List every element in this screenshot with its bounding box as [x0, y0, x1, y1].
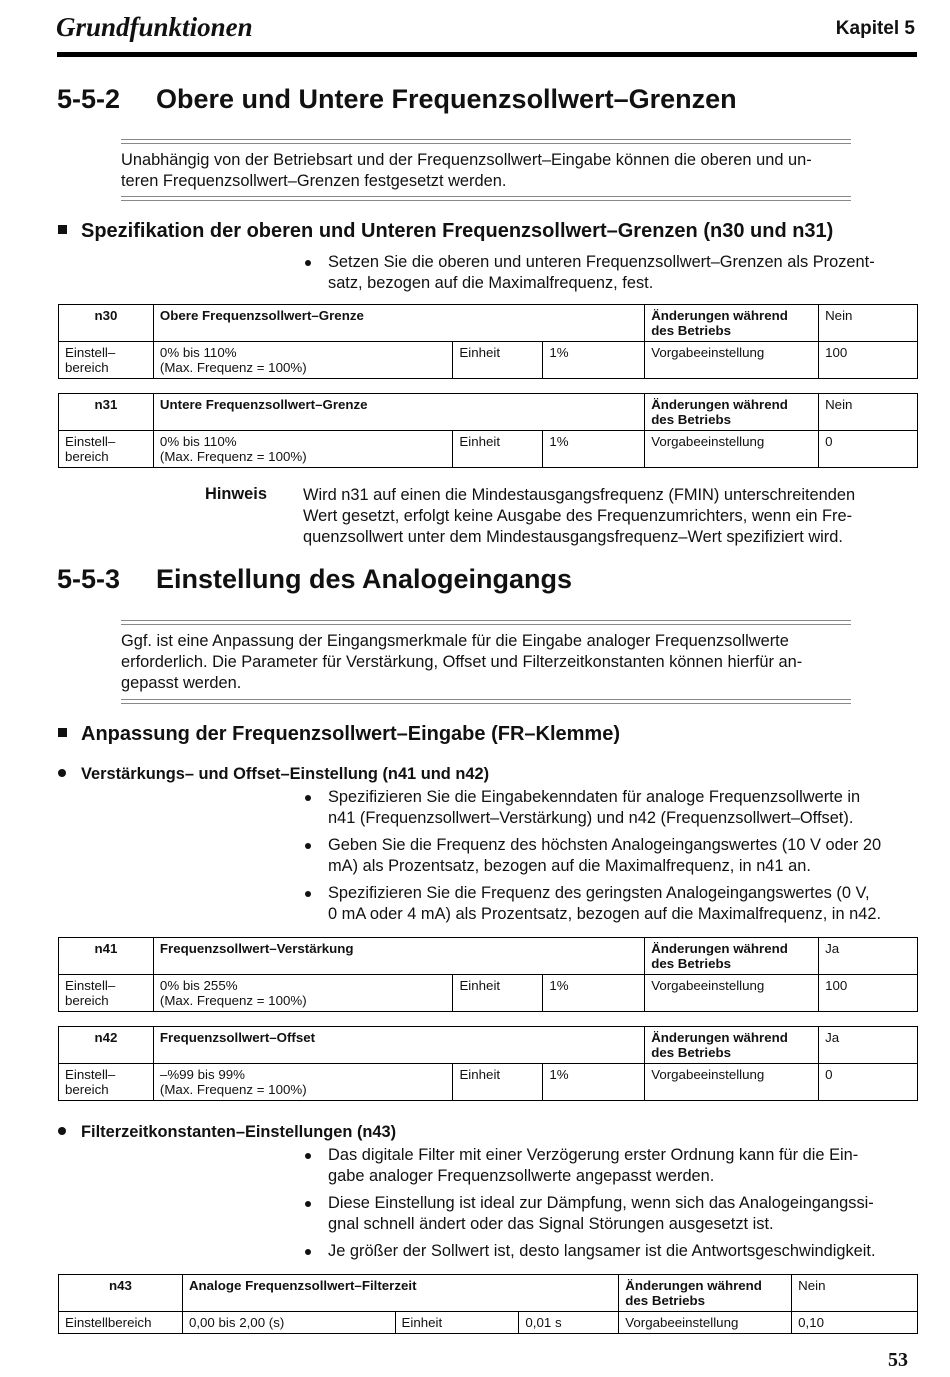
change-during-operation-value: Nein	[819, 394, 918, 431]
intro-box-552	[121, 150, 851, 192]
subheading-limits: Spezifikation der oberen und Unteren Frequenzsollwert–Grenzen (n30 und n31)	[58, 220, 833, 243]
param-number: n31	[59, 394, 154, 431]
round-bullet-icon	[58, 769, 66, 777]
range-label: Einstell– bereich	[59, 342, 154, 379]
intro-box-bottom-rule	[121, 196, 851, 201]
default-label: Vorgabeeinstellung	[645, 975, 819, 1012]
change-during-operation-label: Änderungen während des Betriebs	[645, 1027, 819, 1064]
unit-label: Einheit	[395, 1312, 519, 1334]
parameter-table-n31	[58, 393, 918, 468]
unit-label: Einheit	[453, 975, 543, 1012]
change-during-operation-value: Ja	[819, 1027, 918, 1064]
bullet-list-gain-offset	[303, 787, 918, 931]
unit-label: Einheit	[453, 1064, 543, 1101]
unit-value: 1%	[543, 975, 645, 1012]
intro-line: teren Frequenzsollwert–Grenzen festgesetzt werden.	[121, 172, 507, 190]
range-value: 0% bis 255% (Max. Frequenz = 100%)	[153, 975, 453, 1012]
range-value: 0% bis 110% (Max. Frequenz = 100%)	[153, 342, 453, 379]
default-value: 100	[819, 975, 918, 1012]
intro-box-top-rule	[121, 139, 851, 144]
intro-line: gepasst werden.	[121, 674, 242, 692]
param-name: Untere Frequenzsollwert–Grenze	[153, 394, 644, 431]
param-name: Analoge Frequenzsollwert–Filterzeit	[182, 1275, 618, 1312]
change-during-operation-value: Nein	[819, 305, 918, 342]
intro-box-bottom-rule	[121, 699, 851, 704]
range-value: 0% bis 110% (Max. Frequenz = 100%)	[153, 431, 453, 468]
list-item: Je größer der Sollwert ist, desto langsamer ist die Antwortsgeschwindigkeit.	[303, 1241, 918, 1262]
page-number: 53	[888, 1349, 908, 1371]
range-label: Einstell– bereich	[59, 975, 154, 1012]
unit-value: 1%	[543, 431, 645, 468]
bullet-list-filter	[303, 1145, 918, 1268]
default-label: Vorgabeeinstellung	[645, 1064, 819, 1101]
param-name: Frequenzsollwert–Offset	[153, 1027, 644, 1064]
change-during-operation-label: Änderungen während des Betriebs	[619, 1275, 792, 1312]
range-label: Einstellbereich	[59, 1312, 183, 1334]
unit-value: 1%	[543, 1064, 645, 1101]
range-value: –%99 bis 99% (Max. Frequenz = 100%)	[153, 1064, 453, 1101]
change-during-operation-label: Änderungen während des Betriebs	[645, 938, 819, 975]
param-name: Obere Frequenzsollwert–Grenze	[153, 305, 644, 342]
change-during-operation-label: Änderungen während des Betriebs	[645, 305, 819, 342]
param-number: n41	[59, 938, 154, 975]
change-during-operation-value: Nein	[792, 1275, 918, 1312]
list-item: Das digitale Filter mit einer Verzögerung erster Ordnung kann für die Ein- gabe analoger Frequenzsollwerte angepasst werden.	[303, 1145, 918, 1187]
round-bullet-icon	[58, 1127, 66, 1135]
section-number: 5-5-2	[57, 84, 121, 114]
parameter-table-n43	[58, 1274, 918, 1334]
list-item: Spezifizieren Sie die Frequenz des geringsten Analogeingangswertes (0 V, 0 mA oder 4 mA) als Prozentsatz, bezogen auf die Maximalfrequenz, in n42.	[303, 883, 918, 925]
note-label: Hinweis	[205, 485, 267, 503]
default-label: Vorgabeeinstellung	[645, 342, 819, 379]
unit-value: 1%	[543, 342, 645, 379]
list-item: Spezifizieren Sie die Eingabekenndaten für analoge Frequenzsollwerte in n41 (Frequenzsollwert–Verstärkung) und n42 (Frequenzsollwert–Offset).	[303, 787, 918, 829]
bullet-list-limits	[303, 252, 918, 300]
list-item: Setzen Sie die oberen und unteren Frequenzsollwert–Grenzen als Prozent- satz, bezogen auf die Maximalfrequenz, fest.	[303, 252, 918, 294]
list-item: Diese Einstellung ist ideal zur Dämpfung, wenn sich das Analogeingangssi- gnal schnell ändert oder das Signal Störungen ausgesetzt ist.	[303, 1193, 918, 1235]
parameter-table-n30	[58, 304, 918, 379]
param-number: n30	[59, 305, 154, 342]
range-value: 0,00 bis 2,00 (s)	[182, 1312, 395, 1334]
unit-label: Einheit	[453, 431, 543, 468]
parameter-table-n42	[58, 1026, 918, 1101]
section-heading: Obere und Untere Frequenzsollwert–Grenzen	[156, 84, 737, 114]
square-bullet-icon	[58, 728, 67, 737]
intro-line: Unabhängig von der Betriebsart und der Frequenzsollwert–Eingabe können die oberen und un-	[121, 151, 812, 169]
section-title-553	[57, 564, 572, 595]
default-label: Vorgabeeinstellung	[645, 431, 819, 468]
chapter-number: Kapitel 5	[835, 18, 915, 39]
change-during-operation-value: Ja	[819, 938, 918, 975]
default-label: Vorgabeeinstellung	[619, 1312, 792, 1334]
range-label: Einstell– bereich	[59, 1064, 154, 1101]
square-bullet-icon	[58, 225, 67, 234]
subheading-fr-input: Anpassung der Frequenzsollwert–Eingabe (FR–Klemme)	[58, 723, 620, 746]
intro-line: Ggf. ist eine Anpassung der Eingangsmerkmale für die Eingabe analoger Frequenzsollwerte	[121, 632, 789, 650]
intro-box-top-rule	[121, 620, 851, 625]
default-value: 100	[819, 342, 918, 379]
note-text: Wird n31 auf einen die Mindestausgangsfrequenz (FMIN) unterschreitenden Wert gesetzt, erfolgt keine Ausgabe des Frequenzumrichters, wenn ein Fre- quenzsollwert unter dem Mindestausgangsfrequenz–Wert spezifiziert wird.	[303, 486, 856, 546]
param-number: n42	[59, 1027, 154, 1064]
default-value: 0	[819, 1064, 918, 1101]
parameter-table-n41	[58, 937, 918, 1012]
header-rule	[57, 52, 917, 57]
bullet-heading-filter: Filterzeitkonstanten–Einstellungen (n43)	[58, 1123, 396, 1142]
list-item: Geben Sie die Frequenz des höchsten Analogeingangswertes (10 V oder 20 mA) als Prozentsatz, bezogen auf die Maximalfrequenz, in n41 an.	[303, 835, 918, 877]
intro-line: erforderlich. Die Parameter für Verstärkung, Offset und Filterzeitkonstanten können hierfür an-	[121, 653, 803, 671]
section-number: 5-5-3	[57, 564, 121, 594]
unit-value: 0,01 s	[519, 1312, 619, 1334]
default-value: 0,10	[792, 1312, 918, 1334]
chapter-title: Grundfunktionen	[56, 12, 253, 42]
section-title-552	[57, 84, 737, 115]
range-label: Einstell– bereich	[59, 431, 154, 468]
param-number: n43	[59, 1275, 183, 1312]
change-during-operation-label: Änderungen während des Betriebs	[645, 394, 819, 431]
unit-label: Einheit	[453, 342, 543, 379]
intro-box-553	[121, 631, 851, 694]
section-heading: Einstellung des Analogeingangs	[156, 564, 573, 594]
param-name: Frequenzsollwert–Verstärkung	[153, 938, 644, 975]
default-value: 0	[819, 431, 918, 468]
bullet-heading-gain-offset: Verstärkungs– und Offset–Einstellung (n41 und n42)	[58, 765, 489, 784]
